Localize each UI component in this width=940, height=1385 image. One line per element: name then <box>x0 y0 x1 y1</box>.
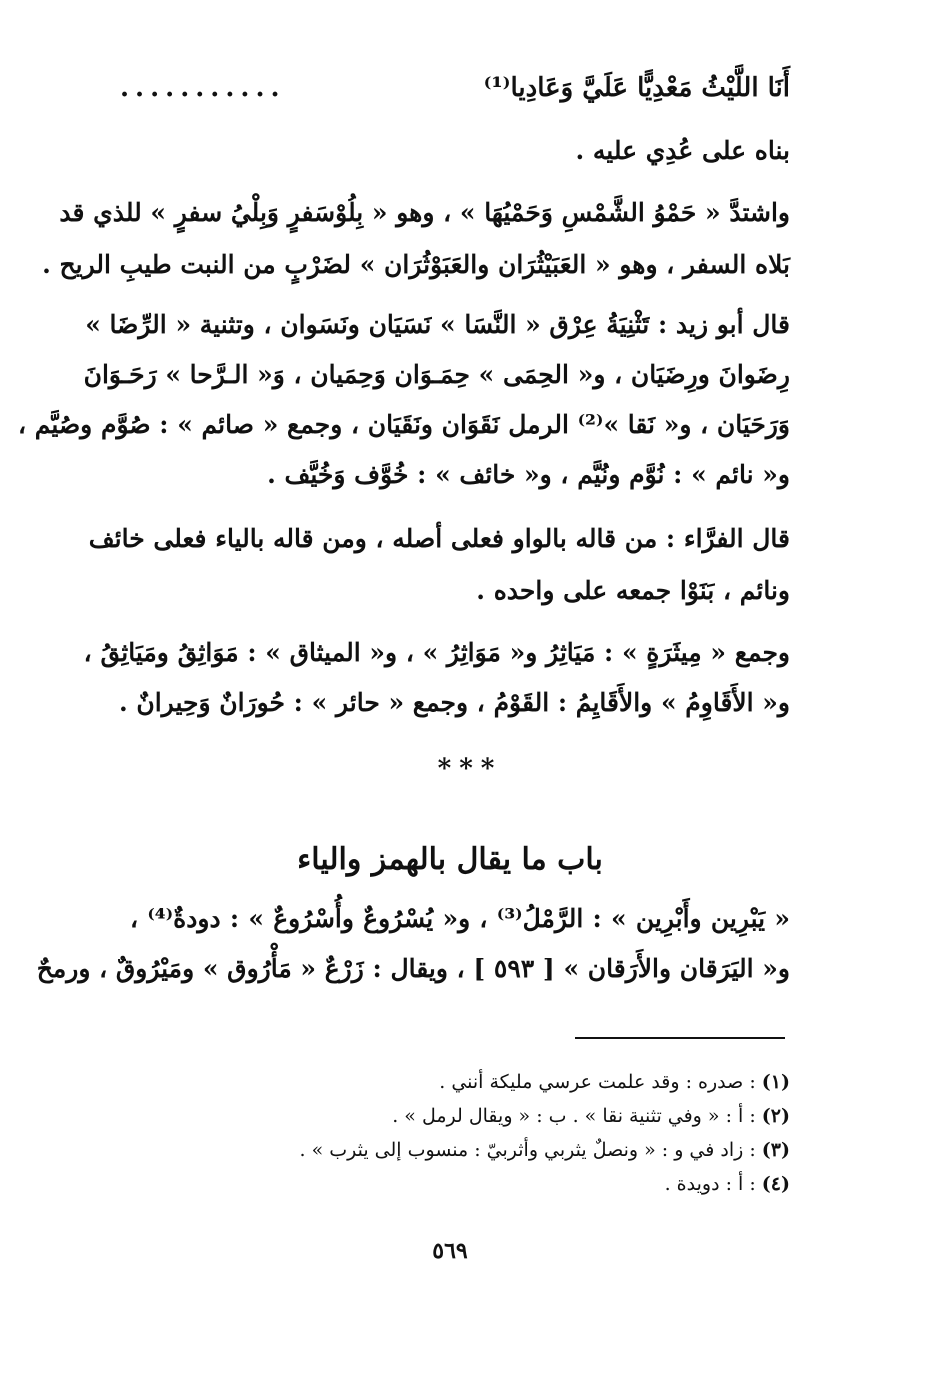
paragraph-1-line-1: بناه على عُدِي عليه . <box>575 136 790 165</box>
paragraph-5-line-1: وجمع « مِيثَرَةٍ » : مَيَاثِرُ و« مَوَاثِرُ » ، و« الميثاق » : مَوَاثِقُ ومَيَاثِقُ ، <box>83 638 790 667</box>
footnote-3 <box>130 1136 790 1166</box>
paragraph-3-line-3: وَرَحَيَان ، و« نَقا »⁽²⁾ الرمل نَقَوَان ونَقَيَان ، وجمع « صائم » : صُوَّم وصُيَّم ، <box>18 410 790 439</box>
footnote-4-label: (٤) <box>761 1173 790 1195</box>
footnote-1-text: : صدره : وقد علمت عرسي مليكة أنني . <box>439 1071 756 1093</box>
paragraph-3-line-1: قال أبو زيد : تَثْنِيَةُ عِرْق « النَّسَا » نَسَيَان ونَسَوان ، وتثنية « الرِّضَا » <box>85 310 790 339</box>
footnote-3-label: (٣) <box>761 1139 790 1161</box>
section-line-2: و« اليَرَقان والأَرَقان » [ ٥٩٣ ] ، ويقال : زَرْعٌ « مَأْرُوق » ومَيْرُوقٌ ، ورمحٌ <box>36 954 790 983</box>
footnote-2-text: : أ : « وفي تثنية نقا » . ب : « ويقال لرمل » . <box>392 1105 756 1127</box>
footnote-4 <box>130 1170 790 1200</box>
section-heading: باب ما يقال بالهمز والياء <box>297 842 603 877</box>
section-separator: *** <box>437 754 503 784</box>
footnote-1 <box>130 1068 790 1098</box>
footnote-2 <box>130 1102 790 1132</box>
paragraph-3-line-4: و« نائم » : نُوَّم ونُيَّم ، و« خائف » : خُوَّف وَخُيَّف . <box>267 460 790 489</box>
footnote-4-text: : أ : دويدة . <box>664 1173 756 1195</box>
footnote-3-text: : زاد في و : « ونصلٌ يثربي وأثربيّ : منسوب إلى يثرب » . <box>299 1139 756 1161</box>
paragraph-5-line-2: و« الأَقَاوِمُ » والأَقَايِمُ : القَوْمُ ، وجمع « حائر » : حُورَانٌ وَحِيرانٌ . <box>118 688 790 717</box>
paragraph-2-line-2: بَلاه السفر ، وهو « العَبَيْثُرَان والعَبَوْثُرَان » لضَرْبٍ من النبت طيبِ الريح . <box>42 250 790 279</box>
section-line-1: « يَبْرِين وأَبْرِين » : الرَّمْلُ⁽³⁾ ، و« يُسْرُوعٌ وأُسْرُوعٌ » : دودةٌ⁽⁴⁾ ، <box>130 904 791 933</box>
paragraph-4-line-1: قال الفرَّاء : من قاله بالواو فعلى أصله ، ومن قاله بالياء فعلى خائف <box>88 524 790 553</box>
page-number: ٥٦٩ <box>432 1238 468 1264</box>
verse-line <box>120 66 790 110</box>
paragraph-4-line-2: ونائم ، بَنَوْا جمعه على واحده . <box>476 576 790 605</box>
footnote-divider <box>575 1037 785 1039</box>
verse-ellipsis: ........... <box>120 73 286 103</box>
footnote-2-label: (٢) <box>761 1105 790 1127</box>
paragraph-2-line-1: واشتدَّ « حَمْوُ الشَّمْسِ وَحَمْيُهَا » ، وهو « بِلُوْسَفرٍ وَبِلْيُ سفرٍ » للذي قد <box>59 198 790 227</box>
footnote-1-label: (١) <box>761 1071 790 1093</box>
paragraph-3-line-2: رِضَوانَ ورِضَيَان ، و« الحِمَى » حِمَـوَان وَحِمَيان ، وَ« الـرَّحا » رَحَـوَانَ <box>83 360 790 389</box>
verse-hemistich: أَنَا اللَّيْثُ مَعْدِيًّا عَلَيَّ وَعَادِيا⁽¹⁾ <box>483 73 790 103</box>
